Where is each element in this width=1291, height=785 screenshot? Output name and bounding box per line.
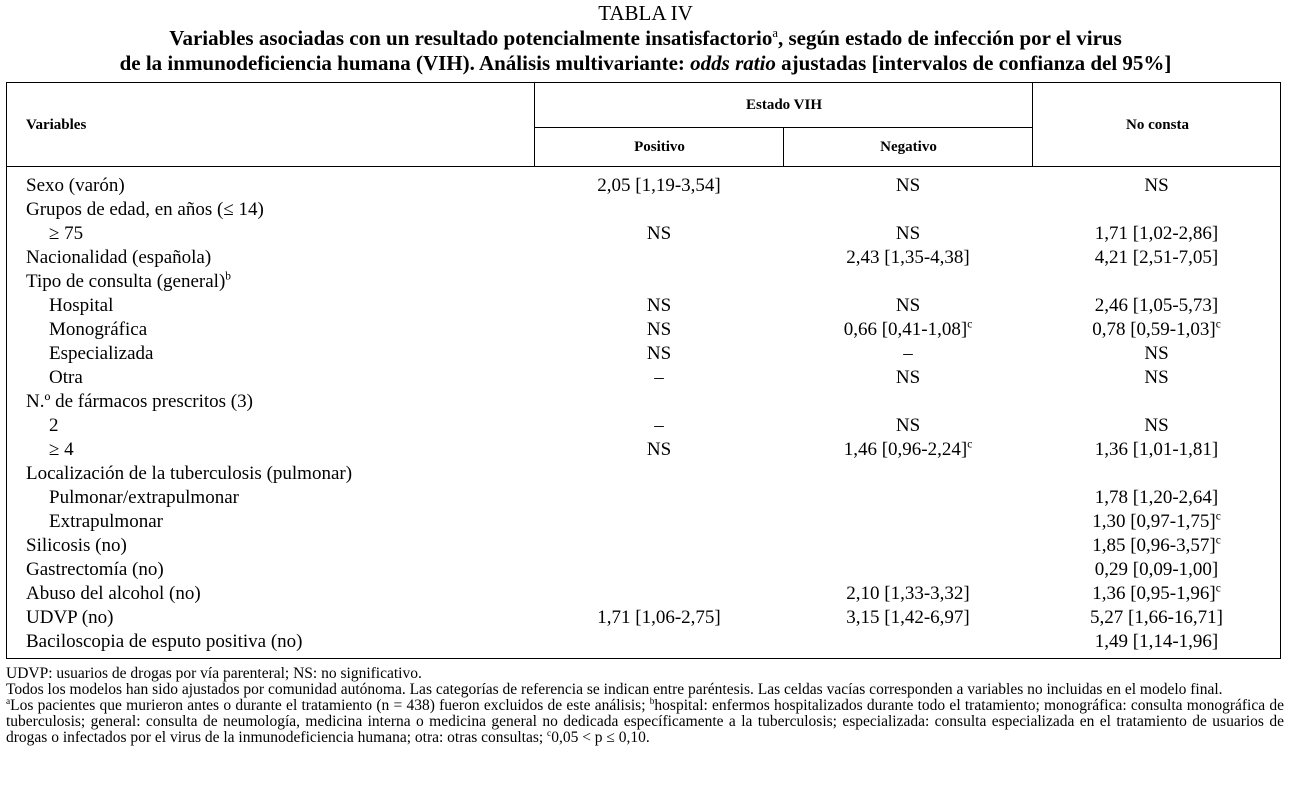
cell-no-consta-text: NS (1144, 415, 1169, 436)
cell-no-consta (1033, 438, 1280, 462)
table-row (7, 534, 1282, 558)
cell-negativo-text: – (903, 343, 913, 364)
cell-positivo-text: NS (646, 439, 672, 460)
table-row (7, 270, 1282, 294)
cell-negativo (784, 462, 1032, 486)
cell-positivo (535, 198, 783, 222)
header-estado-vih: Estado VIH (746, 96, 822, 113)
cell-no-consta (1033, 414, 1280, 438)
row-label-text: N.º de fármacos prescritos (3) (26, 391, 253, 412)
footnote-mark-a: a (6, 696, 11, 707)
cell-positivo (535, 246, 783, 270)
cell-no-consta (1033, 582, 1280, 606)
cell-no-consta (1033, 510, 1280, 534)
row-label (26, 198, 264, 222)
row-label (26, 606, 113, 630)
cell-negativo-text: 0,66 [0,41-1,08] (843, 319, 968, 340)
cell-no-consta (1033, 318, 1280, 342)
footnote-notes (6, 698, 1284, 746)
row-label-text: Silicosis (no) (26, 535, 127, 556)
cell-negativo (784, 414, 1032, 438)
cell-positivo (535, 342, 783, 366)
row-label-text: ≥ 75 (49, 223, 84, 244)
row-label-text: Baciloscopia de esputo positiva (no) (26, 631, 303, 652)
cell-negativo (784, 318, 1032, 342)
cell-negativo-text: NS (895, 295, 921, 316)
cell-negativo-text: 1,46 [0,96-2,24] (843, 439, 968, 460)
footnote-mark: c (1215, 318, 1221, 331)
footnote-mark: c (1215, 534, 1221, 547)
table-row (7, 438, 1282, 462)
cell-negativo (784, 534, 1032, 558)
cell-positivo-text: – (654, 415, 664, 436)
table-row (7, 174, 1282, 198)
cell-negativo (784, 222, 1032, 246)
row-label-text: Nacionalidad (española) (26, 247, 212, 268)
cell-no-consta (1033, 222, 1280, 246)
cell-positivo (535, 414, 783, 438)
footnote-c: 0,05 < p ≤ 0,10. (551, 729, 650, 746)
cell-positivo-text: NS (646, 295, 672, 316)
footnote-models: Todos los modelos han sido ajustados por comunidad autónoma. Las categorías de referencia se indican entre paréntesis. Las celdas vacías corresponden a variables no incluidas en el modelo final. (6, 681, 1223, 698)
table-row (7, 390, 1282, 414)
cell-positivo (535, 606, 783, 630)
cell-positivo-text: NS (646, 343, 672, 364)
row-label (49, 366, 83, 390)
table-row (7, 246, 1282, 270)
row-label-text: Tipo de consulta (general) (26, 271, 226, 292)
row-label (26, 174, 125, 198)
table-row (7, 606, 1282, 630)
cell-no-consta (1033, 462, 1280, 486)
header-divider (1032, 83, 1033, 167)
table-row (7, 510, 1282, 534)
row-label (49, 486, 239, 510)
cell-no-consta (1033, 630, 1280, 654)
table-title (0, 26, 1291, 76)
cell-no-consta-text: NS (1144, 367, 1169, 388)
cell-negativo-text: 2,43 [1,35-4,38] (846, 247, 970, 268)
cell-no-consta-text: 1,71 [1,02-2,86] (1094, 223, 1219, 244)
cell-negativo (784, 486, 1032, 510)
row-label-text: Monográfica (49, 319, 148, 340)
title-line1-text: Variables asociadas con un resultado potencialmente insatisfactorio (169, 26, 773, 50)
footnote-mark: b (225, 270, 231, 283)
row-label-text: Gastrectomía (no) (26, 559, 164, 580)
row-label (26, 534, 127, 558)
row-label (26, 462, 352, 486)
cell-no-consta (1033, 390, 1280, 414)
row-label-text: Extrapulmonar (49, 511, 163, 532)
row-label (49, 438, 74, 462)
cell-positivo (535, 438, 783, 462)
table-row (7, 414, 1282, 438)
title-line1-end: , según estado de infección por el virus (777, 26, 1122, 50)
title-italic-term: odds ratio (690, 51, 776, 75)
cell-no-consta (1033, 198, 1280, 222)
row-label-text: Pulmonar/extrapulmonar (49, 487, 239, 508)
cell-negativo-text: 2,10 [1,33-3,32] (846, 583, 970, 604)
table-row (7, 342, 1282, 366)
table-row (7, 486, 1282, 510)
cell-positivo (535, 294, 783, 318)
footnote-mark-c: c (547, 728, 552, 739)
cell-no-consta (1033, 342, 1280, 366)
cell-negativo (784, 390, 1032, 414)
cell-positivo (535, 270, 783, 294)
cell-no-consta-text: 1,78 [1,20-2,64] (1094, 487, 1219, 508)
row-label-text: Hospital (49, 295, 114, 316)
header-bottom-rule (7, 166, 1280, 167)
row-label (49, 222, 83, 246)
cell-negativo-text: NS (895, 415, 921, 436)
cell-negativo (784, 270, 1032, 294)
cell-negativo-text: NS (895, 367, 921, 388)
cell-negativo (784, 630, 1032, 654)
cell-positivo (535, 174, 783, 198)
table-row (7, 366, 1282, 390)
cell-no-consta-text: 2,46 [1,05-5,73] (1094, 295, 1219, 316)
cell-no-consta (1033, 246, 1280, 270)
table-row (7, 222, 1282, 246)
title-footnote-mark: a (772, 26, 778, 40)
footnote-abbreviations: UDVP: usuarios de drogas por vía parenteral; NS: no significativo. (6, 665, 422, 682)
footnote-mark: c (967, 438, 973, 451)
header-divider (534, 127, 1033, 128)
cell-negativo-text: NS (895, 223, 921, 244)
cell-positivo-text: NS (646, 223, 672, 244)
cell-negativo (784, 342, 1032, 366)
footnote-mark-b: b (649, 696, 655, 707)
cell-no-consta-text: NS (1144, 343, 1169, 364)
row-label (26, 390, 253, 414)
row-label-text: 2 (49, 415, 59, 436)
row-label (26, 582, 201, 606)
cell-positivo-text: 2,05 [1,19-3,54] (597, 175, 721, 196)
cell-positivo (535, 318, 783, 342)
footnote-mark: c (1215, 582, 1221, 595)
cell-no-consta-text: 0,78 [0,59-1,03] (1092, 319, 1216, 340)
cell-negativo (784, 606, 1032, 630)
cell-positivo-text: NS (646, 319, 672, 340)
row-label (49, 414, 59, 438)
cell-no-consta-text: 4,21 [2,51-7,05] (1094, 247, 1219, 268)
row-label (49, 510, 163, 534)
cell-no-consta (1033, 534, 1280, 558)
cell-negativo (784, 438, 1032, 462)
results-table (6, 82, 1281, 659)
table-footnotes (6, 666, 1284, 746)
cell-positivo (535, 510, 783, 534)
row-label (26, 558, 164, 582)
cell-no-consta (1033, 486, 1280, 510)
cell-negativo (784, 582, 1032, 606)
cell-no-consta-text: 1,85 [0,96-3,57] (1092, 535, 1216, 556)
row-label (49, 342, 153, 366)
row-label (26, 270, 231, 294)
footnote-mark: c (967, 318, 973, 331)
cell-no-consta-text: 1,36 [1,01-1,81] (1094, 439, 1219, 460)
cell-positivo-text: – (654, 367, 664, 388)
row-label-text: Especializada (49, 343, 154, 364)
table-row (7, 582, 1282, 606)
table-row (7, 294, 1282, 318)
cell-positivo (535, 222, 783, 246)
footnote-mark: c (1215, 510, 1221, 523)
header-negativo: Negativo (880, 138, 937, 155)
row-label-text: Sexo (varón) (26, 175, 125, 196)
cell-no-consta (1033, 558, 1280, 582)
footnote-b: hospital: enfermos hospitalizados durante todo el tratamiento; monográfica: consulta monográfica de tuberculosis; general: consulta de neumología, medicina interna o medicina general no dedicada específicamente a la tuberculosis; especializada: consulta especializada en el tratamiento de usuarios de drogas o infectados por el virus de la inmunodeficiencia humana; otra: otras consultas; (6, 697, 1284, 746)
cell-negativo-text: 3,15 [1,42-6,97] (846, 607, 970, 628)
table-row (7, 198, 1282, 222)
cell-no-consta-text: 1,30 [0,97-1,75] (1092, 511, 1216, 532)
row-label (49, 294, 113, 318)
cell-no-consta (1033, 294, 1280, 318)
header-positivo: Positivo (634, 138, 685, 155)
cell-negativo (784, 558, 1032, 582)
cell-positivo (535, 582, 783, 606)
cell-no-consta-text: NS (1144, 175, 1169, 196)
cell-positivo (535, 390, 783, 414)
cell-no-consta (1033, 366, 1280, 390)
cell-no-consta-text: 5,27 [1,66-16,71] (1090, 607, 1223, 628)
cell-negativo (784, 174, 1032, 198)
row-label-text: ≥ 4 (49, 439, 74, 460)
table-label: TABLA IV (598, 1, 693, 25)
title-line2-end: ajustadas [intervalos de confianza del 95%] (775, 51, 1172, 75)
header-divider (783, 127, 784, 167)
row-label-text: Abuso del alcohol (no) (26, 583, 201, 604)
row-label-text: Localización de la tuberculosis (pulmonar) (26, 463, 353, 484)
row-label (26, 246, 211, 270)
cell-positivo (535, 534, 783, 558)
cell-positivo (535, 366, 783, 390)
cell-no-consta (1033, 270, 1280, 294)
row-label-text: Otra (49, 367, 83, 388)
cell-no-consta-text: 1,36 [0,95-1,96] (1092, 583, 1216, 604)
cell-positivo-text: 1,71 [1,06-2,75] (597, 607, 721, 628)
table-row (7, 630, 1282, 654)
table-row (7, 318, 1282, 342)
header-variables: Variables (26, 116, 87, 133)
table-row (7, 462, 1282, 486)
header-no-consta: No consta (1126, 116, 1189, 133)
cell-positivo (535, 462, 783, 486)
cell-negativo (784, 198, 1032, 222)
cell-negativo (784, 510, 1032, 534)
cell-positivo (535, 558, 783, 582)
cell-negativo (784, 246, 1032, 270)
cell-negativo (784, 366, 1032, 390)
cell-positivo (535, 486, 783, 510)
table-row (7, 558, 1282, 582)
row-label (26, 630, 303, 654)
row-label (49, 318, 147, 342)
cell-negativo-text: NS (895, 175, 921, 196)
row-label-text: Grupos de edad, en años (≤ 14) (26, 199, 264, 220)
title-line2-text: de la inmunodeficiencia humana (VIH). Análisis multivariante: (119, 51, 691, 75)
footnote-a: Los pacientes que murieron antes o durante el tratamiento (n = 438) fueron excluidos de este análisis; (10, 697, 650, 714)
cell-no-consta (1033, 606, 1280, 630)
header-divider (534, 83, 535, 167)
row-label-text: UDVP (no) (26, 607, 114, 628)
cell-positivo (535, 630, 783, 654)
cell-negativo (784, 294, 1032, 318)
cell-no-consta-text: 0,29 [0,09-1,00] (1094, 559, 1219, 580)
cell-no-consta (1033, 174, 1280, 198)
cell-no-consta-text: 1,49 [1,14-1,96] (1094, 631, 1219, 652)
